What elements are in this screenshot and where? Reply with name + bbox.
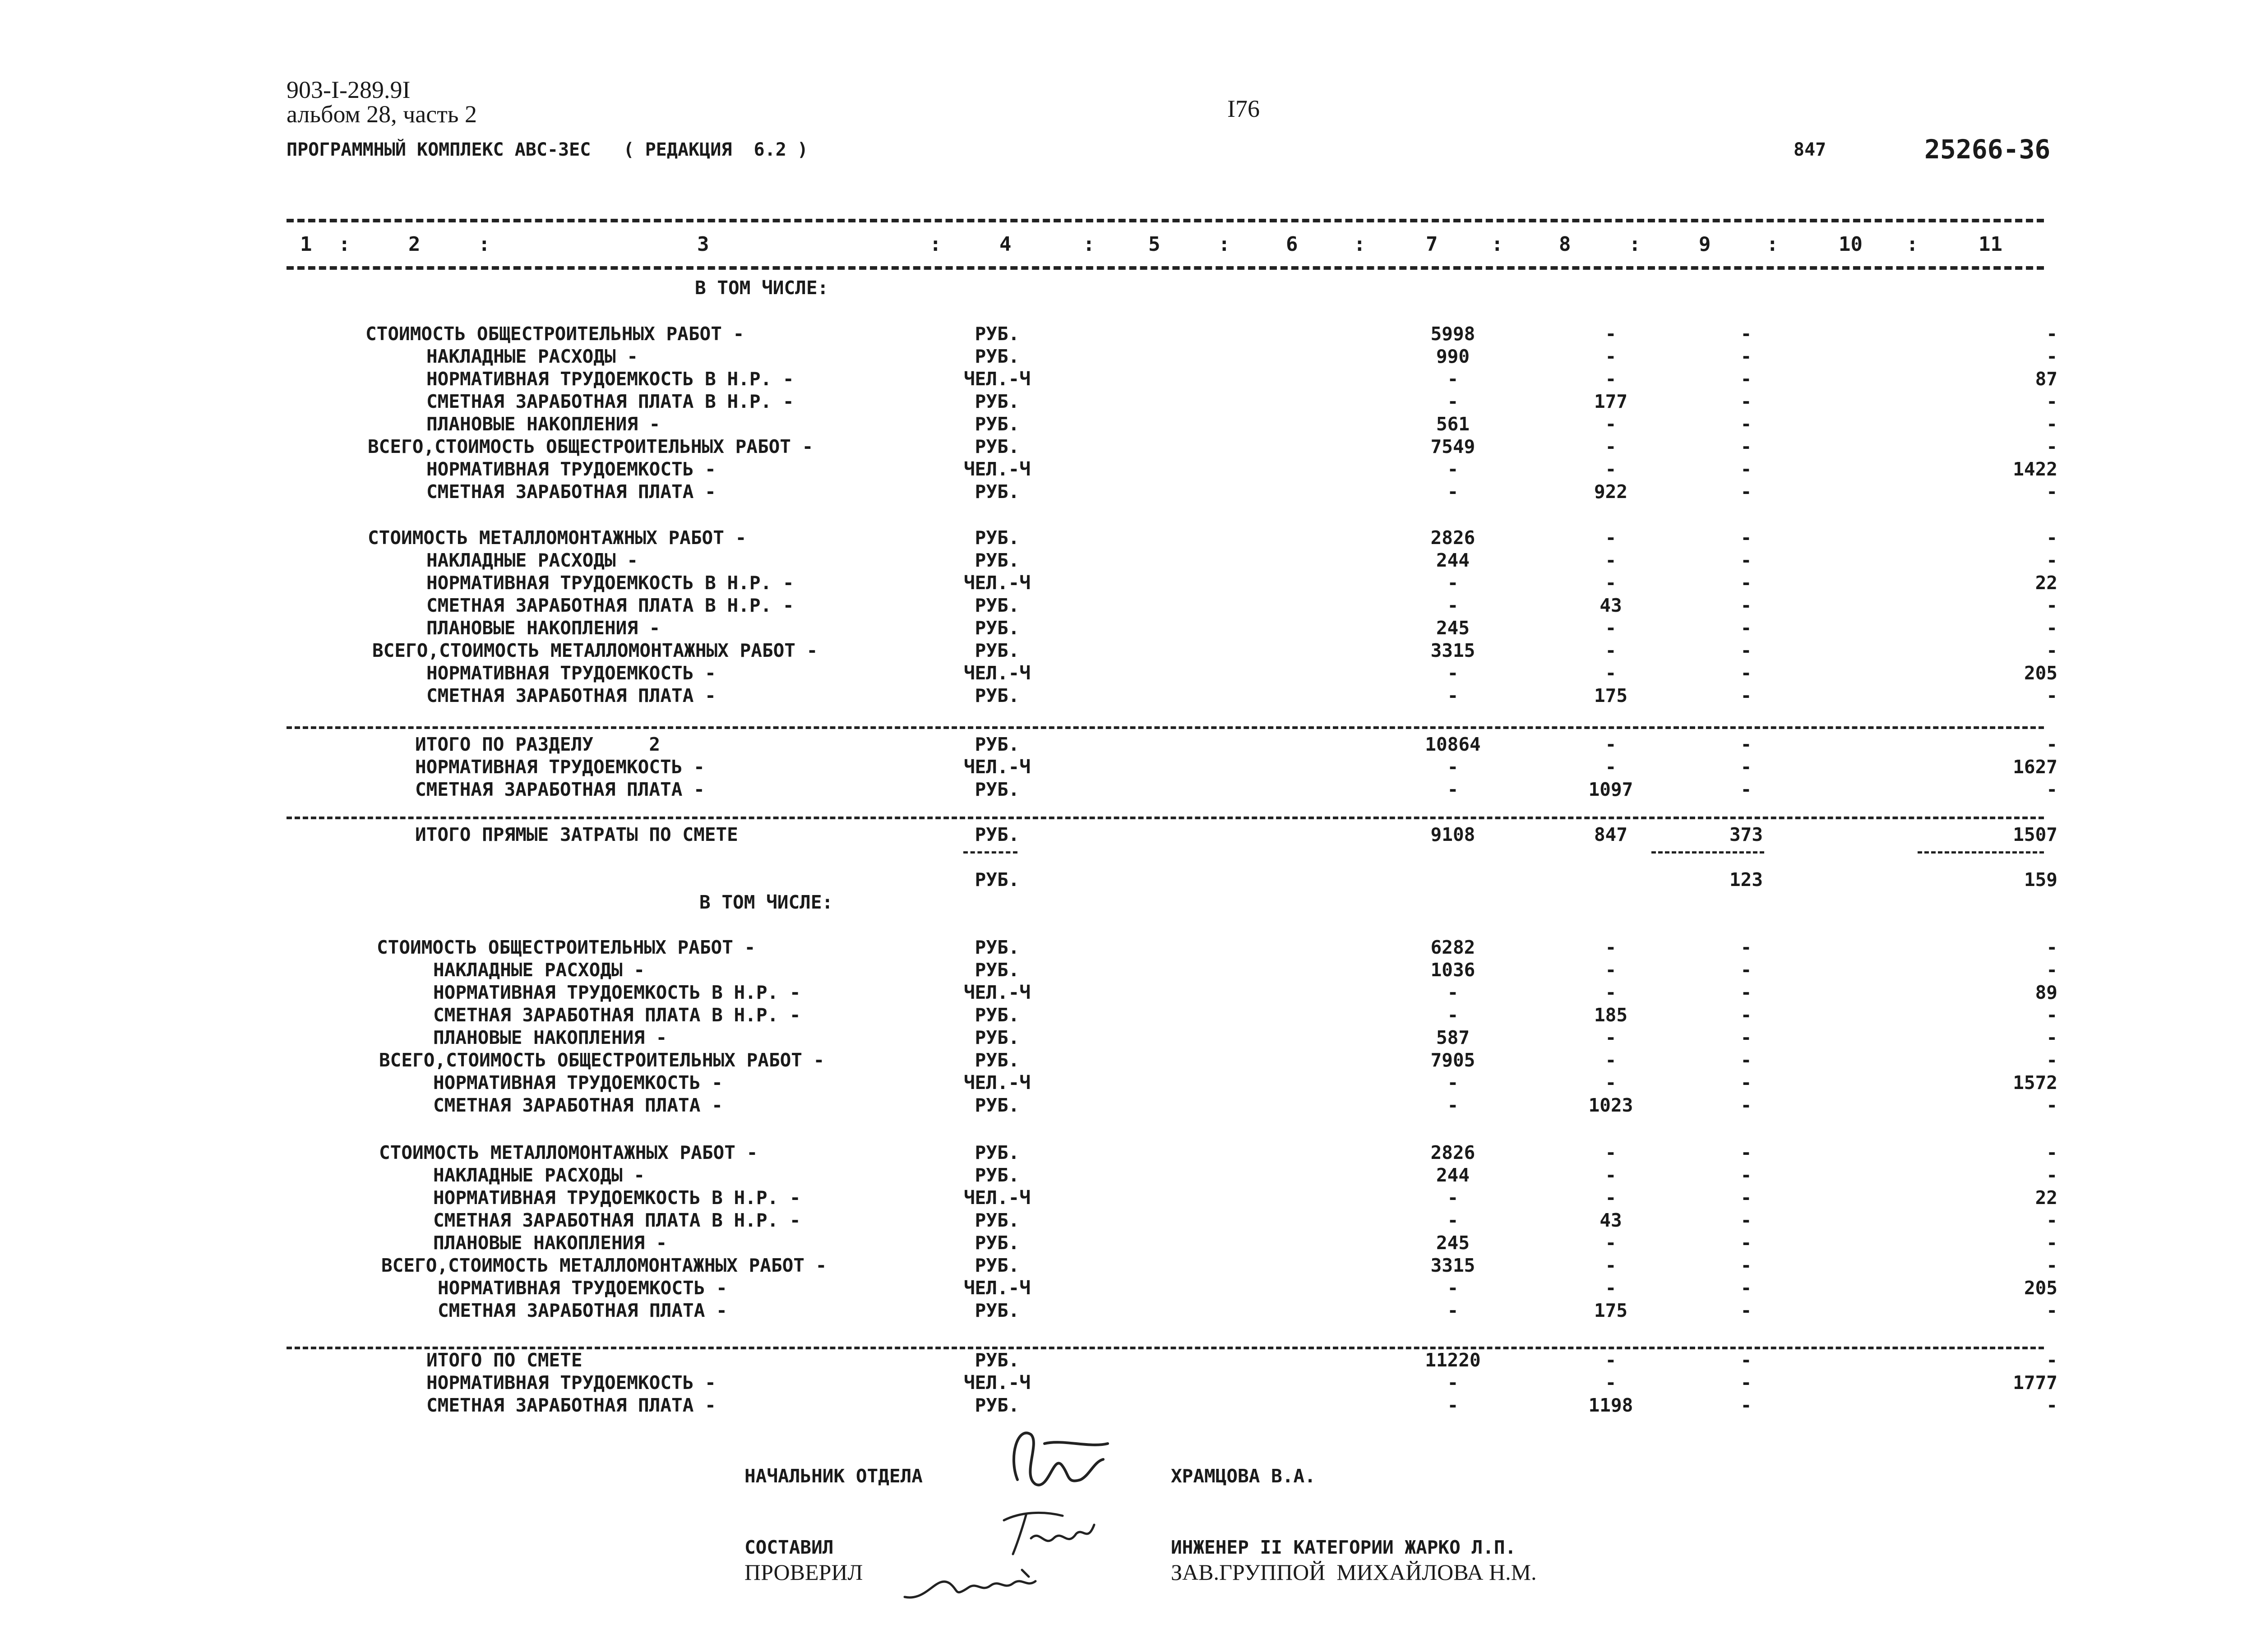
column-separator: :	[929, 233, 942, 256]
table-top-rule	[287, 219, 2044, 222]
cell-col9: -	[1740, 1209, 1752, 1231]
sheet-code: 25266-36	[1924, 134, 2051, 165]
row-label: В ТОМ ЧИСЛЕ:	[699, 891, 833, 913]
cell-col9: -	[1740, 1094, 1752, 1116]
cell-col8: -	[1605, 1049, 1617, 1071]
row-label: ВСЕГО,СТОИМОСТЬ МЕТАЛЛОМОНТАЖНЫХ РАБОТ -	[372, 640, 818, 661]
row-label: НОРМАТИВНАЯ ТРУДОЕМКОСТЬ -	[426, 1372, 716, 1394]
row-unit: РУБ.	[975, 824, 1020, 845]
cell-col7: -	[1447, 1072, 1459, 1094]
cell-col11: 1627	[2013, 756, 2057, 778]
row-label: НОРМАТИВНАЯ ТРУДОЕМКОСТЬ -	[415, 756, 705, 778]
subtotal-rule	[1918, 851, 2044, 854]
row-unit: РУБ.	[975, 595, 1020, 616]
row-label: ИТОГО ПО РАЗДЕЛУ 2	[415, 734, 661, 755]
cell-col7: 2826	[1430, 527, 1475, 549]
cell-col9: -	[1740, 1255, 1752, 1276]
cell-col8: -	[1605, 1027, 1617, 1048]
cell-col9: -	[1740, 685, 1752, 706]
row-unit: ЧЕЛ.-Ч	[963, 662, 1031, 684]
cell-col11: -	[2046, 640, 2057, 661]
cell-col8: -	[1605, 1372, 1617, 1394]
cell-col11: 22	[2035, 572, 2057, 594]
cell-col11: -	[2046, 595, 2057, 616]
cell-col11: 205	[2024, 1277, 2057, 1299]
cell-col11: 87	[2035, 368, 2057, 390]
cell-col7: 587	[1436, 1027, 1470, 1048]
section-rule	[287, 817, 2044, 819]
cell-col11: 1572	[2013, 1072, 2057, 1094]
column-separator: :	[478, 233, 490, 256]
cell-col7: -	[1447, 1372, 1459, 1394]
cell-col8: 43	[1600, 1209, 1622, 1231]
column-number: 5	[1148, 233, 1160, 256]
column-separator: :	[1629, 233, 1641, 256]
cell-col11: -	[2046, 1142, 2057, 1163]
cell-col11: -	[2046, 549, 2057, 571]
row-label: НАКЛАДНЫЕ РАСХОДЫ -	[426, 549, 638, 571]
cell-col8: -	[1605, 1349, 1617, 1371]
column-number: 4	[999, 233, 1012, 256]
row-label: СМЕТНАЯ ЗАРАБОТНАЯ ПЛАТА -	[426, 1394, 716, 1416]
cell-col9: -	[1740, 662, 1752, 684]
cell-col8: -	[1605, 1232, 1617, 1254]
row-unit: РУБ.	[975, 1255, 1020, 1276]
page-number: I76	[1227, 95, 1260, 122]
row-label: СМЕТНАЯ ЗАРАБОТНАЯ ПЛАТА В Н.Р. -	[426, 391, 794, 412]
row-label: НОРМАТИВНАЯ ТРУДОЕМКОСТЬ -	[426, 662, 716, 684]
cell-col11: 1422	[2013, 458, 2057, 480]
cell-col8: -	[1605, 982, 1617, 1003]
cell-col8: -	[1605, 1255, 1617, 1276]
row-unit: РУБ.	[975, 959, 1020, 981]
row-label: ПЛАНОВЫЕ НАКОПЛЕНИЯ -	[433, 1027, 667, 1048]
column-number: 7	[1426, 233, 1438, 256]
row-unit: ЧЕЛ.-Ч	[963, 1187, 1031, 1209]
column-number: 3	[697, 233, 709, 256]
cell-col11: -	[2046, 1027, 2057, 1048]
row-unit: ЧЕЛ.-Ч	[963, 572, 1031, 594]
cell-col11: -	[2046, 734, 2057, 755]
cell-col11: -	[2046, 413, 2057, 435]
cell-col11: -	[2046, 1209, 2057, 1231]
cell-col9: -	[1740, 1072, 1752, 1094]
cell-col7: 11220	[1425, 1349, 1481, 1371]
cell-col11: -	[2046, 779, 2057, 800]
cell-col7: 10864	[1425, 734, 1481, 755]
column-number: 2	[408, 233, 421, 256]
row-unit: РУБ.	[975, 734, 1020, 755]
cell-col11: -	[2046, 436, 2057, 457]
cell-col9: -	[1740, 640, 1752, 661]
column-separator: :	[1491, 233, 1503, 256]
cell-col11: -	[2046, 1049, 2057, 1071]
cell-col9: -	[1740, 617, 1752, 639]
row-label: НАКЛАДНЫЕ РАСХОДЫ -	[426, 346, 638, 367]
row-unit: РУБ.	[975, 1349, 1020, 1371]
row-label: СМЕТНАЯ ЗАРАБОТНАЯ ПЛАТА -	[426, 685, 716, 706]
column-separator: :	[338, 233, 351, 256]
cell-col8: 922	[1594, 481, 1628, 503]
row-label: ИТОГО ПРЯМЫЕ ЗАТРАТЫ ПО СМЕТЕ	[415, 824, 738, 845]
row-label: ВСЕГО,СТОИМОСТЬ ОБЩЕСТРОИТЕЛЬНЫХ РАБОТ -	[368, 436, 814, 457]
sheet-ref: 847	[1794, 139, 1826, 160]
column-number: 10	[1839, 233, 1863, 256]
checked-label: ПРОВЕРИЛ	[744, 1560, 863, 1585]
row-label: НАКЛАДНЫЕ РАСХОДЫ -	[433, 959, 645, 981]
cell-col9: -	[1740, 1164, 1752, 1186]
cell-col8: -	[1605, 527, 1617, 549]
row-label: НАКЛАДНЫЕ РАСХОДЫ -	[433, 1164, 645, 1186]
cell-col11: 1507	[2013, 824, 2057, 845]
cell-col9: -	[1740, 595, 1752, 616]
cell-col8: -	[1605, 1072, 1617, 1094]
row-label: СМЕТНАЯ ЗАРАБОТНАЯ ПЛАТА -	[433, 1094, 723, 1116]
row-unit: РУБ.	[975, 391, 1020, 412]
cell-col11: -	[2046, 685, 2057, 706]
cell-col9: -	[1740, 1142, 1752, 1163]
cell-col7: -	[1447, 779, 1459, 800]
cell-col11: -	[2046, 617, 2057, 639]
cell-col7: 244	[1436, 549, 1470, 571]
compiled-name: ИНЖЕНЕР II КАТЕГОРИИ ЖАРКО Л.П.	[1171, 1537, 1516, 1558]
row-unit: РУБ.	[975, 1049, 1020, 1071]
cell-col9: -	[1740, 779, 1752, 800]
column-numbers	[0, 235, 2256, 257]
cell-col7: 561	[1436, 413, 1470, 435]
cell-col9: -	[1740, 937, 1752, 958]
cell-col9: -	[1740, 756, 1752, 778]
column-number: 6	[1286, 233, 1298, 256]
row-unit: РУБ.	[975, 323, 1020, 345]
cell-col9: -	[1740, 982, 1752, 1003]
cell-col9: -	[1740, 959, 1752, 981]
cell-col7: 9108	[1430, 824, 1475, 845]
row-label: ВСЕГО,СТОИМОСТЬ ОБЩЕСТРОИТЕЛЬНЫХ РАБОТ -	[379, 1049, 825, 1071]
cell-col9: -	[1740, 572, 1752, 594]
row-label: СМЕТНАЯ ЗАРАБОТНАЯ ПЛАТА -	[415, 779, 705, 800]
row-label: СТОИМОСТЬ ОБЩЕСТРОИТЕЛЬНЫХ РАБОТ -	[365, 323, 744, 345]
cell-col7: -	[1447, 481, 1459, 503]
cell-col11: -	[2046, 1094, 2057, 1116]
cell-col8: 175	[1594, 685, 1628, 706]
column-separator: :	[1354, 233, 1366, 256]
cell-col9: -	[1740, 481, 1752, 503]
row-unit: РУБ.	[975, 527, 1020, 549]
cell-col7: -	[1447, 756, 1459, 778]
cell-col8: 177	[1594, 391, 1628, 412]
section-rule	[287, 1347, 2044, 1349]
cell-col9: -	[1740, 458, 1752, 480]
cell-col9: -	[1740, 391, 1752, 412]
cell-col8: -	[1605, 959, 1617, 981]
cell-col8: -	[1605, 413, 1617, 435]
cell-col7: -	[1447, 982, 1459, 1003]
cell-col9: -	[1740, 1349, 1752, 1371]
cell-col9: -	[1740, 549, 1752, 571]
row-unit: ЧЕЛ.-Ч	[963, 368, 1031, 390]
table-header-rule	[287, 266, 2044, 270]
cell-col11: -	[2046, 323, 2057, 345]
cell-col7: -	[1447, 1300, 1459, 1321]
row-unit: РУБ.	[975, 1027, 1020, 1048]
cell-col8: 185	[1594, 1004, 1628, 1026]
cell-col8: -	[1605, 549, 1617, 571]
cell-col11: -	[2046, 481, 2057, 503]
checked-signature-icon	[900, 1556, 1054, 1606]
cell-col11: -	[2046, 1232, 2057, 1254]
cell-col7: 1036	[1430, 959, 1475, 981]
cell-col11: -	[2046, 937, 2057, 958]
row-label: СМЕТНАЯ ЗАРАБОТНАЯ ПЛАТА В Н.Р. -	[433, 1004, 801, 1026]
column-separator: :	[1083, 233, 1095, 256]
row-unit: ЧЕЛ.-Ч	[963, 1372, 1031, 1394]
cell-col8: 175	[1594, 1300, 1628, 1321]
cell-col9: -	[1740, 527, 1752, 549]
doc-code: 903-I-289.9I	[287, 76, 411, 103]
row-unit: РУБ.	[975, 1142, 1020, 1163]
head-label: НАЧАЛЬНИК ОТДЕЛА	[744, 1465, 923, 1487]
cell-col7: -	[1447, 458, 1459, 480]
cell-col11: 89	[2035, 982, 2057, 1003]
row-unit: ЧЕЛ.-Ч	[963, 1072, 1031, 1094]
row-unit: РУБ.	[975, 1004, 1020, 1026]
cell-col8: -	[1605, 368, 1617, 390]
row-unit: РУБ.	[975, 1164, 1020, 1186]
row-label: ПЛАНОВЫЕ НАКОПЛЕНИЯ -	[426, 413, 661, 435]
row-label: НОРМАТИВНАЯ ТРУДОЕМКОСТЬ В Н.Р. -	[433, 982, 801, 1003]
cell-col11: -	[2046, 1300, 2057, 1321]
column-separator: :	[1218, 233, 1230, 256]
row-label: СМЕТНАЯ ЗАРАБОТНАЯ ПЛАТА -	[426, 481, 716, 503]
cell-col9: -	[1740, 1277, 1752, 1299]
row-unit: РУБ.	[975, 1094, 1020, 1116]
row-label: ПЛАНОВЫЕ НАКОПЛЕНИЯ -	[433, 1232, 667, 1254]
cell-col11: 205	[2024, 662, 2057, 684]
row-label: НОРМАТИВНАЯ ТРУДОЕМКОСТЬ В Н.Р. -	[426, 572, 794, 594]
cell-col11: -	[2046, 1164, 2057, 1186]
cell-col9: 373	[1729, 824, 1763, 845]
cell-col9: -	[1740, 368, 1752, 390]
cell-col7: 5998	[1430, 323, 1475, 345]
row-unit: РУБ.	[975, 937, 1020, 958]
cell-col11: 1777	[2013, 1372, 2057, 1394]
row-unit: РУБ.	[975, 1209, 1020, 1231]
row-label: В ТОМ ЧИСЛЕ:	[695, 277, 829, 299]
row-label: НОРМАТИВНАЯ ТРУДОЕМКОСТЬ В Н.Р. -	[433, 1187, 801, 1209]
cell-col8: -	[1605, 458, 1617, 480]
cell-col11: -	[2046, 1394, 2057, 1416]
row-label: СТОИМОСТЬ МЕТАЛЛОМОНТАЖНЫХ РАБОТ -	[379, 1142, 758, 1163]
cell-col8: -	[1605, 1142, 1617, 1163]
cell-col9: -	[1740, 1394, 1752, 1416]
section-rule	[287, 726, 2044, 729]
row-label: ВСЕГО,СТОИМОСТЬ МЕТАЛЛОМОНТАЖНЫХ РАБОТ -	[381, 1255, 827, 1276]
cell-col9: -	[1740, 1372, 1752, 1394]
cell-col7: 3315	[1430, 1255, 1475, 1276]
cell-col7: -	[1447, 662, 1459, 684]
cell-col9: -	[1740, 1004, 1752, 1026]
row-unit: РУБ.	[975, 481, 1020, 503]
row-label: НОРМАТИВНАЯ ТРУДОЕМКОСТЬ В Н.Р. -	[426, 368, 794, 390]
cell-col8: -	[1605, 734, 1617, 755]
head-name: ХРАМЦОВА В.А.	[1171, 1465, 1316, 1487]
cell-col9: -	[1740, 323, 1752, 345]
cell-col7: -	[1447, 1277, 1459, 1299]
cell-col7: 2826	[1430, 1142, 1475, 1163]
cell-col8: 1198	[1588, 1394, 1633, 1416]
cell-col7: -	[1447, 1394, 1459, 1416]
subtotal-rule	[963, 851, 1017, 854]
cell-col8: 1097	[1588, 779, 1633, 800]
checked-name: ЗАВ.ГРУППОЙ МИХАЙЛОВА Н.М.	[1171, 1560, 1537, 1585]
column-number: 1	[300, 233, 312, 256]
column-number: 11	[1979, 233, 2002, 256]
cell-col8: -	[1605, 572, 1617, 594]
cell-col9: 123	[1729, 869, 1763, 891]
cell-col11: -	[2046, 346, 2057, 367]
cell-col7: -	[1447, 368, 1459, 390]
row-label: ПЛАНОВЫЕ НАКОПЛЕНИЯ -	[426, 617, 661, 639]
album-info: альбом 28, часть 2	[287, 101, 477, 128]
cell-col9: -	[1740, 1049, 1752, 1071]
column-separator: :	[1766, 233, 1779, 256]
cell-col7: 7905	[1430, 1049, 1475, 1071]
row-unit: РУБ.	[975, 1300, 1020, 1321]
row-unit: РУБ.	[975, 1394, 1020, 1416]
row-unit: РУБ.	[975, 779, 1020, 800]
cell-col8: -	[1605, 1164, 1617, 1186]
cell-col9: -	[1740, 1187, 1752, 1209]
cell-col11: -	[2046, 1349, 2057, 1371]
cell-col9: -	[1740, 436, 1752, 457]
row-label: НОРМАТИВНАЯ ТРУДОЕМКОСТЬ -	[438, 1277, 727, 1299]
cell-col7: -	[1447, 685, 1459, 706]
cell-col7: -	[1447, 391, 1459, 412]
cell-col8: -	[1605, 640, 1617, 661]
cell-col8: -	[1605, 617, 1617, 639]
cell-col7: -	[1447, 1209, 1459, 1231]
cell-col8: -	[1605, 937, 1617, 958]
cell-col7: -	[1447, 1187, 1459, 1209]
cell-col8: 43	[1600, 595, 1622, 616]
cell-col7: -	[1447, 1094, 1459, 1116]
column-number: 9	[1699, 233, 1711, 256]
cell-col8: -	[1605, 346, 1617, 367]
row-unit: РУБ.	[975, 685, 1020, 706]
cell-col7: 244	[1436, 1164, 1470, 1186]
cell-col8: -	[1605, 756, 1617, 778]
row-unit: РУБ.	[975, 869, 1020, 891]
row-label: СМЕТНАЯ ЗАРАБОТНАЯ ПЛАТА В Н.Р. -	[433, 1209, 801, 1231]
cell-col9: -	[1740, 1232, 1752, 1254]
cell-col11: -	[2046, 527, 2057, 549]
row-unit: ЧЕЛ.-Ч	[963, 756, 1031, 778]
cell-col7: -	[1447, 595, 1459, 616]
cell-col8: 1023	[1588, 1094, 1633, 1116]
cell-col9: -	[1740, 413, 1752, 435]
cell-col11: -	[2046, 1255, 2057, 1276]
column-number: 8	[1559, 233, 1571, 256]
cell-col8: -	[1605, 436, 1617, 457]
cell-col7: 6282	[1430, 937, 1475, 958]
cell-col9: -	[1740, 1300, 1752, 1321]
program-title: ПРОГРАММНЫЙ КОМПЛЕКС АВС-3ЕС ( РЕДАКЦИЯ 6.2 )	[287, 139, 808, 160]
cell-col7: 990	[1436, 346, 1470, 367]
row-label: НОРМАТИВНАЯ ТРУДОЕМКОСТЬ -	[433, 1072, 723, 1094]
row-unit: РУБ.	[975, 436, 1020, 457]
cell-col11: 22	[2035, 1187, 2057, 1209]
row-unit: РУБ.	[975, 617, 1020, 639]
cell-col7: 245	[1436, 617, 1470, 639]
compiled-label: СОСТАВИЛ	[744, 1537, 834, 1558]
cell-col8: -	[1605, 662, 1617, 684]
cell-col8: -	[1605, 1277, 1617, 1299]
cell-col9: -	[1740, 1027, 1752, 1048]
cell-col11: 159	[2024, 869, 2057, 891]
cell-col9: -	[1740, 346, 1752, 367]
cell-col11: -	[2046, 391, 2057, 412]
cell-col8: -	[1605, 323, 1617, 345]
column-separator: :	[1906, 233, 1919, 256]
cell-col9: -	[1740, 734, 1752, 755]
cell-col11: -	[2046, 1004, 2057, 1026]
cell-col7: -	[1447, 1004, 1459, 1026]
row-unit: ЧЕЛ.-Ч	[963, 458, 1031, 480]
compiled-signature-icon	[995, 1507, 1099, 1561]
head-signature-icon	[999, 1417, 1112, 1495]
row-unit: РУБ.	[975, 640, 1020, 661]
row-unit: РУБ.	[975, 549, 1020, 571]
subtotal-rule	[1651, 851, 1764, 854]
cell-col7: -	[1447, 572, 1459, 594]
cell-col8: 847	[1594, 824, 1628, 845]
row-unit: РУБ.	[975, 1232, 1020, 1254]
row-label: СМЕТНАЯ ЗАРАБОТНАЯ ПЛАТА В Н.Р. -	[426, 595, 794, 616]
cell-col11: -	[2046, 959, 2057, 981]
row-label: СТОИМОСТЬ ОБЩЕСТРОИТЕЛЬНЫХ РАБОТ -	[377, 937, 756, 958]
cell-col7: 245	[1436, 1232, 1470, 1254]
row-label: ИТОГО ПО СМЕТЕ	[426, 1349, 582, 1371]
row-label: СТОИМОСТЬ МЕТАЛЛОМОНТАЖНЫХ РАБОТ -	[368, 527, 747, 549]
row-unit: ЧЕЛ.-Ч	[963, 1277, 1031, 1299]
row-unit: РУБ.	[975, 413, 1020, 435]
cell-col7: 7549	[1430, 436, 1475, 457]
row-unit: ЧЕЛ.-Ч	[963, 982, 1031, 1003]
row-label: СМЕТНАЯ ЗАРАБОТНАЯ ПЛАТА -	[438, 1300, 727, 1321]
cell-col7: 3315	[1430, 640, 1475, 661]
row-label: НОРМАТИВНАЯ ТРУДОЕМКОСТЬ -	[426, 458, 716, 480]
row-unit: РУБ.	[975, 346, 1020, 367]
cell-col8: -	[1605, 1187, 1617, 1209]
